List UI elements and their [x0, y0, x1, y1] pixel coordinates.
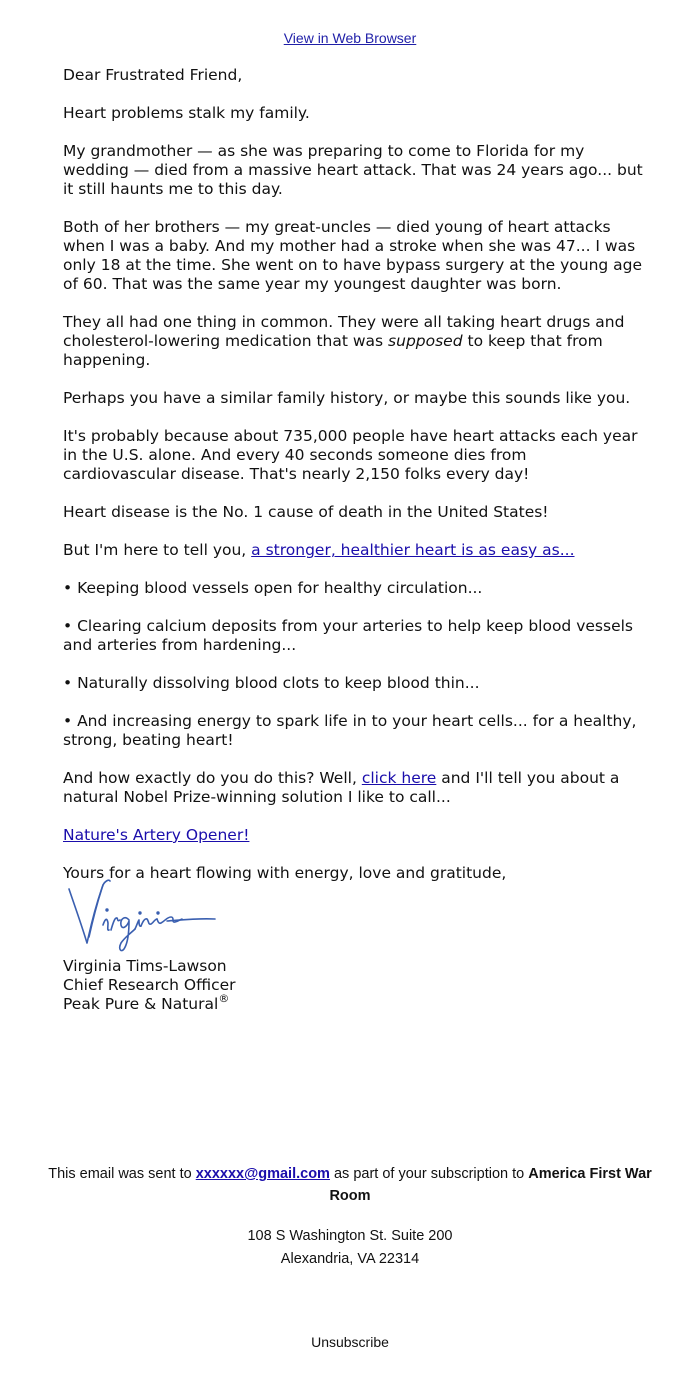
paragraph-text: And how exactly do you do this? Well, — [63, 769, 362, 787]
brand-name: America First War Room — [329, 1166, 652, 1204]
greeting: Dear Frustrated Friend, — [63, 66, 243, 84]
paragraph: Heart problems stalk my family. — [63, 104, 310, 122]
bullet-item: • And increasing energy to spark life in to your heart cells... for a healthy, strong, beating heart! — [63, 712, 637, 749]
closing: Yours for a heart flowing with energy, love and gratitude, — [63, 864, 507, 882]
paragraph: Perhaps you have a similar family history, or maybe this sounds like you. — [63, 389, 631, 407]
bullet-item: • Clearing calcium deposits from your arteries to help keep blood vessels and arteries from hardening... — [63, 617, 633, 654]
stronger-heart-link[interactable]: a stronger, healthier heart is as easy as... — [251, 541, 575, 559]
natures-artery-opener-link[interactable]: Nature's Artery Opener! — [63, 826, 250, 844]
unsubscribe-link[interactable]: Unsubscribe — [311, 1334, 389, 1350]
registered-mark: ® — [218, 991, 230, 1005]
click-here-link[interactable]: click here — [361, 769, 437, 787]
paragraph — [63, 313, 643, 370]
paragraph-text: to keep that from happening. — [63, 332, 603, 369]
address-line: 108 S Washington St. Suite 200 — [247, 1228, 453, 1244]
paragraph: It's probably because about 735,000 people have heart attacks each year in the U.S. alone. And every 40 seconds someone dies from cardiovascular disease. That's nearly 2,150 folks every day! — [63, 427, 638, 483]
address-line: Alexandria, VA 22314 — [280, 1251, 420, 1267]
paragraph — [63, 769, 643, 807]
paragraph — [63, 541, 643, 560]
paragraph-text: and I'll tell you about a natural Nobel Prize-winning solution I like to call... — [63, 769, 620, 806]
emphasis-text: supposed — [388, 332, 463, 350]
sender-title: Chief Research Officer — [63, 976, 236, 994]
email-footer — [30, 1163, 670, 1353]
paragraph-text: But I'm here to tell you, — [63, 541, 252, 559]
company-line — [63, 991, 643, 1014]
signature-block — [63, 957, 643, 1014]
cta-paragraph — [63, 826, 643, 845]
subscription-notice — [30, 1163, 670, 1207]
paragraph: Both of her brothers — my great-uncles — died young of heart attacks when I was a baby. And my mother had a stroke when she was 47... I was only 18 at the time. She went on to have bypass surgery at the young age of 60. That was the same year my youngest daughter was born. — [63, 218, 643, 293]
letter-body — [63, 66, 643, 1014]
paragraph-text: They all had one thing in common. They were all taking heart drugs and cholesterol-lowering medication that was — [63, 313, 625, 350]
notice-text: as part of your subscription to — [329, 1166, 529, 1182]
paragraph: My grandmother — as she was preparing to come to Florida for my wedding — died from a massive heart attack. That was 24 years ago... but it still haunts me to this day. — [63, 142, 643, 198]
notice-text: This email was sent to — [48, 1166, 196, 1182]
view-in-browser-bar — [0, 29, 700, 47]
sender-name: Virginia Tims-Lawson — [63, 957, 227, 975]
signature-image — [63, 875, 223, 957]
bullet-item: • Keeping blood vessels open for healthy circulation... — [63, 579, 483, 597]
recipient-email-link[interactable]: xxxxxx@gmail.com — [195, 1166, 330, 1182]
paragraph: Heart disease is the No. 1 cause of death in the United States! — [63, 503, 549, 521]
mailing-address — [30, 1225, 670, 1271]
view-in-browser-link[interactable]: View in Web Browser — [283, 30, 417, 46]
bullet-item: • Naturally dissolving blood clots to keep blood thin... — [63, 674, 480, 692]
company-name: Peak Pure & Natural — [63, 995, 219, 1013]
